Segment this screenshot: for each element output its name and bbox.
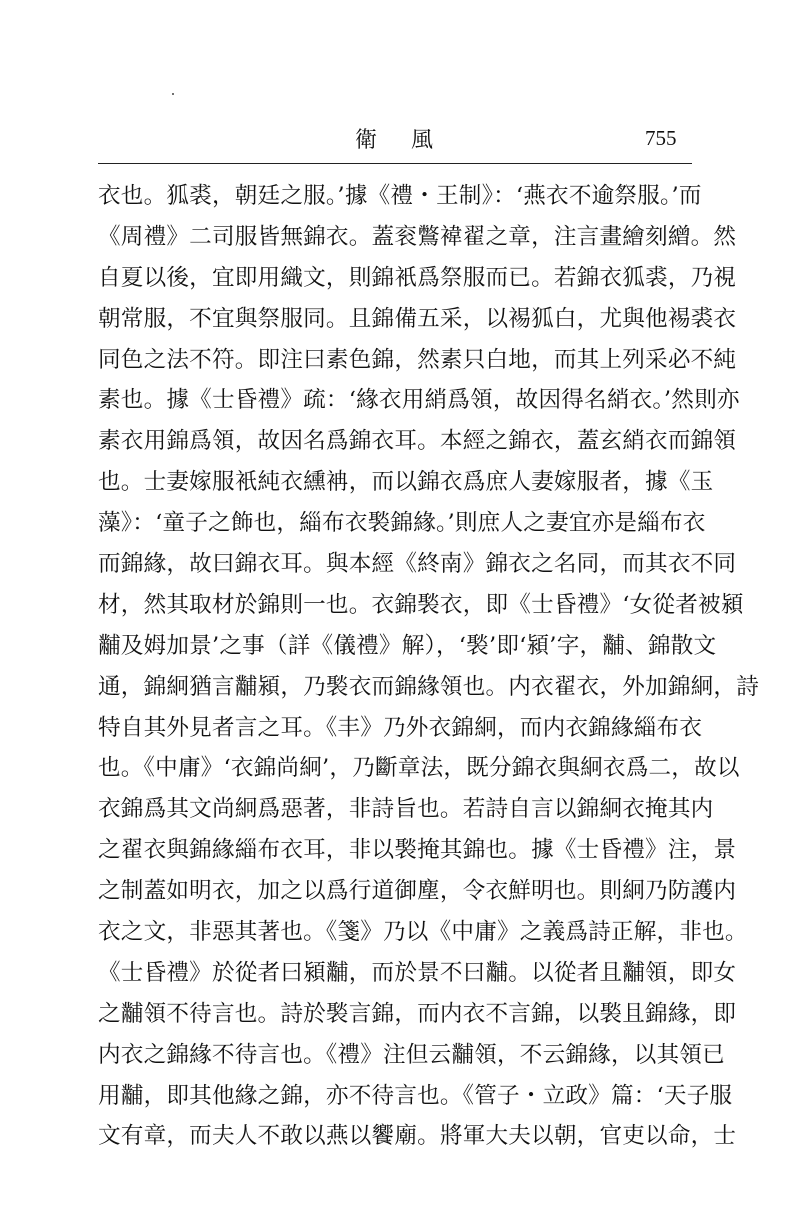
text-line: 衣之文，非惡其著也。《箋》乃以《中庸》之義爲詩正解，非也。 <box>98 919 748 946</box>
text-line: 衣也。狐裘，朝廷之服。’據《禮・王制》：‘燕衣不逾祭服。’而 <box>98 183 702 209</box>
text-line: 朝常服，不宜與祭服同。且錦備五采，以裼狐白，尤與他裼裘衣 <box>98 305 737 332</box>
text-line: 自夏以後，宜即用織文，則錦衹爲祭服而已。若錦衣狐裘，乃視 <box>98 264 737 291</box>
text-line: 材，然其取材於錦則一也。衣錦褧衣，即《士昏禮》‘女從者被潁 <box>98 591 744 618</box>
ink-speck <box>172 93 174 95</box>
text-line: 文有章，而夫人不敢以燕以饗廟。將軍大夫以朝，官吏以命，士 <box>98 1123 737 1150</box>
text-line: 藻》：‘童子之飾也，緇布衣褧錦緣。’則庶人之妻宜亦是緇布衣 <box>98 510 706 537</box>
header-rule <box>98 163 692 164</box>
text-line: 特自其外見者言之耳。《丰》乃外衣錦絅，而内衣錦緣緇布衣 <box>98 714 703 741</box>
text-line: 《周禮》二司服皆無錦衣。蓋衮鷩褘翟之章，注言畫繪刻繒。然 <box>98 223 737 250</box>
page-number: 755 <box>645 126 677 150</box>
body-text <box>98 176 760 1157</box>
text-line: 同色之法不符。即注曰素色錦，然素只白地，而其上列采必不純 <box>98 346 737 373</box>
text-line: 内衣之錦緣不待言也。《禮》注但云黼領，不云錦緣，以其領已 <box>98 1041 725 1068</box>
text-line: 用黼，即其他緣之錦，亦不待言也。《管子・立政》篇：‘天子服 <box>98 1082 733 1109</box>
text-line: 也。士妻嫁服衹純衣纁袡，而以錦衣爲庶人妻嫁服者，據《玉 <box>98 469 714 496</box>
text-line: 素衣用錦爲領，故因名爲錦衣耳。本經之錦衣，蓋玄綃衣而錦領 <box>98 428 737 455</box>
text-line: 也。《中庸》‘衣錦尚絅’，乃斷章法，既分錦衣與絅衣爲二，故以 <box>98 755 740 782</box>
text-line: 而錦緣，故曰錦衣耳。與本經《終南》錦衣之名同，而其衣不同 <box>98 551 737 578</box>
text-line: 之黼領不待言也。詩於褧言錦，而内衣不言錦，以褧且錦緣，即 <box>98 1000 737 1027</box>
text-line: 之翟衣與錦緣緇布衣耳，非以褧掩其錦也。據《士昏禮》注，景 <box>98 837 737 864</box>
text-line: 通，錦絅猶言黼潁，乃褧衣而錦緣領也。内衣翟衣，外加錦絅，詩 <box>98 673 760 700</box>
text-line: 衣錦爲其文尚絅爲惡著，非詩旨也。若詩自言以錦絅衣掩其内 <box>98 796 714 823</box>
text-line: 《士昏禮》於從者曰潁黼，而於景不曰黼。以從者且黼領，即女 <box>98 959 737 986</box>
text-line: 之制蓋如明衣，加之以爲行道御塵，令衣鮮明也。則絅乃防護内 <box>98 878 737 905</box>
running-title: 衛風 <box>355 128 468 153</box>
text-line: 素也。據《士昏禮》疏：‘緣衣用綃爲領，故因得名綃衣。’然則亦 <box>98 387 740 414</box>
text-line: 黼及姆加景’之事（詳《儀禮》解），‘褧’即‘潁’字，黼、錦散文 <box>98 632 717 659</box>
